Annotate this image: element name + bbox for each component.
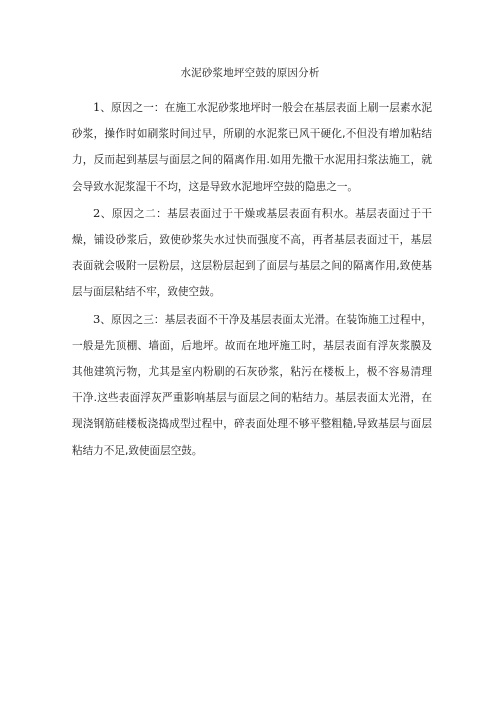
document-title: 水泥砂浆地坪空鼓的原因分析: [180, 67, 320, 79]
paragraph-text: 、原因之三：基层表面不干净及基层表面太光滑。在装饰施工过程中，一般是先顶棚、墙面，后地坪。故而在地坪施工时，基层表面有浮灰浆膜及其他建筑污物，尤其是室内粉刷的石灰砂浆，粘污在楼板上，极不容易清理干净.这些表面浮灰严重影响基层与面层之间的粘结力。基层表面太光滑，在现浇钢筋硅楼板浇捣成型过程中，碎表面处理不够平整粗糙,导致基层与面层粘结力不足,致使面层空鼓。: [72, 313, 432, 457]
paragraph-cause-3: [72, 306, 432, 464]
paragraph-number: 2: [93, 205, 101, 220]
paragraph-text: 、原因之一：在施工水泥砂浆地坪时一般会在基层表面上刷一层素水泥砂浆，操作时如刷浆时间过早，所刷的水泥浆已风干硬化,不但没有增加粘结力，反而起到基层与面层之间的隔离作用.如用先撒干水泥用扫浆法施工，就会导致水泥浆湿干不均，这是导致水泥地坪空鼓的隐患之一。: [72, 102, 432, 193]
paragraph-number: 3: [93, 311, 101, 326]
paragraph-cause-2: [72, 200, 432, 306]
paragraph-number: 1: [93, 100, 101, 114]
document-body: [72, 94, 432, 464]
paragraph-cause-1: [72, 94, 432, 200]
paragraph-text: 、原因之二：基层表面过于干燥或基层表面有积水。基层表面过于干燥，铺设砂浆后，致使砂浆失水过快而强度不高，再者基层表面过干，基层表面就会吸附一层粉层，这层粉层起到了面层与基层之间的隔离作用,致使基层与面层粘结不牢，致使空鼓。: [72, 207, 432, 299]
